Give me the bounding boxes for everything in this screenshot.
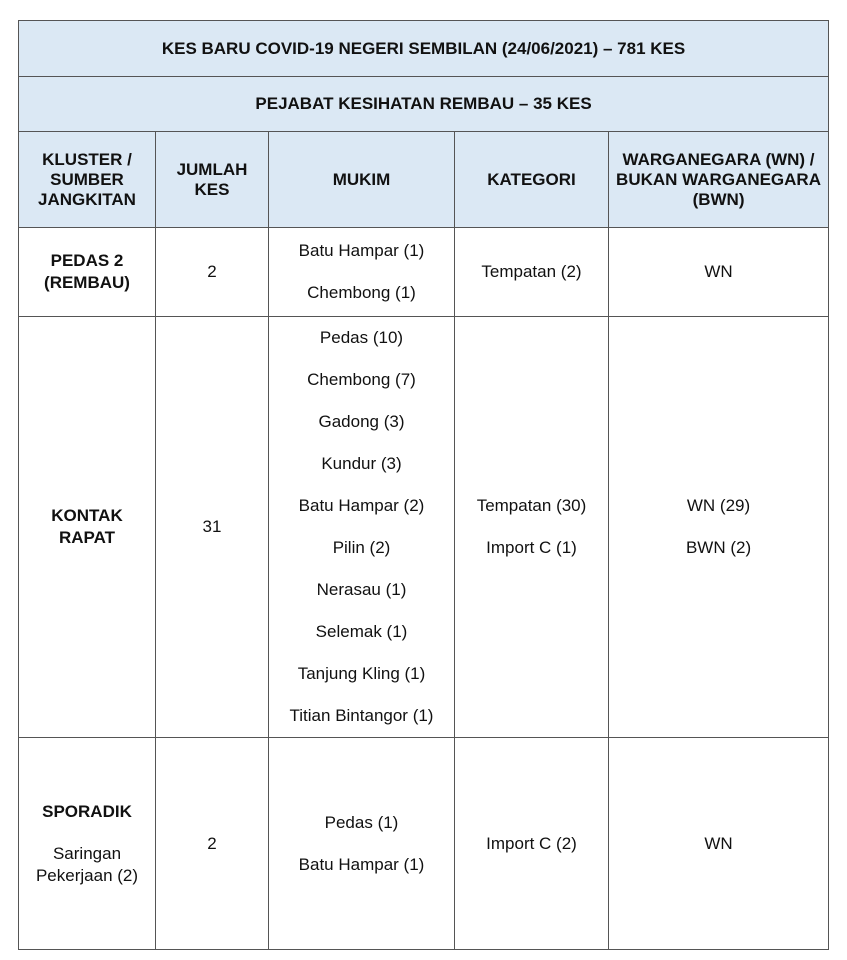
table-subtitle: PEJABAT KESIHATAN REMBAU – 35 KES xyxy=(19,77,829,132)
category-cell xyxy=(455,738,609,950)
mukim-item: Pedas (1) xyxy=(324,812,399,832)
cluster-cell: KONTAK RAPAT xyxy=(19,317,156,738)
mukim-item: Tanjung Kling (1) xyxy=(297,664,426,683)
mukim-cell xyxy=(269,738,455,950)
count-cell: 2 xyxy=(156,228,269,317)
mukim-item: Kundur (3) xyxy=(321,454,402,473)
mukim-item: Nerasau (1) xyxy=(316,580,407,599)
mukim-item: Batu Hampar (1) xyxy=(298,854,425,874)
citizenship-cell xyxy=(609,228,829,317)
table-row xyxy=(19,228,829,317)
category-item: Tempatan (2) xyxy=(481,262,582,281)
citizenship-item: BWN (2) xyxy=(685,538,752,557)
mukim-item: Titian Bintangor (1) xyxy=(289,706,434,725)
mukim-cell xyxy=(269,228,455,317)
mukim-item: Chembong (1) xyxy=(307,283,416,302)
citizenship-item: WN (29) xyxy=(686,496,751,515)
count-cell: 2 xyxy=(156,738,269,950)
header-category: KATEGORI xyxy=(455,132,609,228)
category-cell xyxy=(455,228,609,317)
category-item: Import C (1) xyxy=(486,538,577,557)
category-item: Import C (2) xyxy=(486,833,577,853)
mukim-item: Chembong (7) xyxy=(307,370,416,389)
table-row xyxy=(19,317,829,738)
mukim-item: Batu Hampar (2) xyxy=(298,496,425,515)
header-citizenship: WARGANEGARA (WN) / BUKAN WARGANEGARA (BWN) xyxy=(609,132,829,228)
covid-cases-table xyxy=(18,20,829,950)
header-mukim: MUKIM xyxy=(269,132,455,228)
category-item: Tempatan (30) xyxy=(476,496,587,515)
count-cell: 31 xyxy=(156,317,269,738)
mukim-item: Gadong (3) xyxy=(318,412,405,431)
mukim-item: Pedas (10) xyxy=(319,328,404,347)
category-cell xyxy=(455,317,609,738)
header-count: JUMLAH KES xyxy=(156,132,269,228)
mukim-item: Batu Hampar (1) xyxy=(298,241,425,260)
citizenship-cell xyxy=(609,317,829,738)
mukim-item: Pilin (2) xyxy=(332,538,391,557)
citizenship-item: WN xyxy=(704,262,733,281)
cluster-cell: PEDAS 2 (REMBAU) xyxy=(19,228,156,317)
citizenship-cell xyxy=(609,738,829,950)
cluster-name: SPORADIK xyxy=(42,801,132,821)
citizenship-item: WN xyxy=(704,833,733,853)
header-cluster: KLUSTER / SUMBER JANGKITAN xyxy=(19,132,156,228)
cluster-note: Saringan Pekerjaan (2) xyxy=(35,843,139,885)
cluster-cell xyxy=(19,738,156,950)
mukim-cell xyxy=(269,317,455,738)
table-row xyxy=(19,738,829,950)
table-title: KES BARU COVID-19 NEGERI SEMBILAN (24/06/2021) – 781 KES xyxy=(19,21,829,77)
mukim-item: Selemak (1) xyxy=(315,622,408,641)
